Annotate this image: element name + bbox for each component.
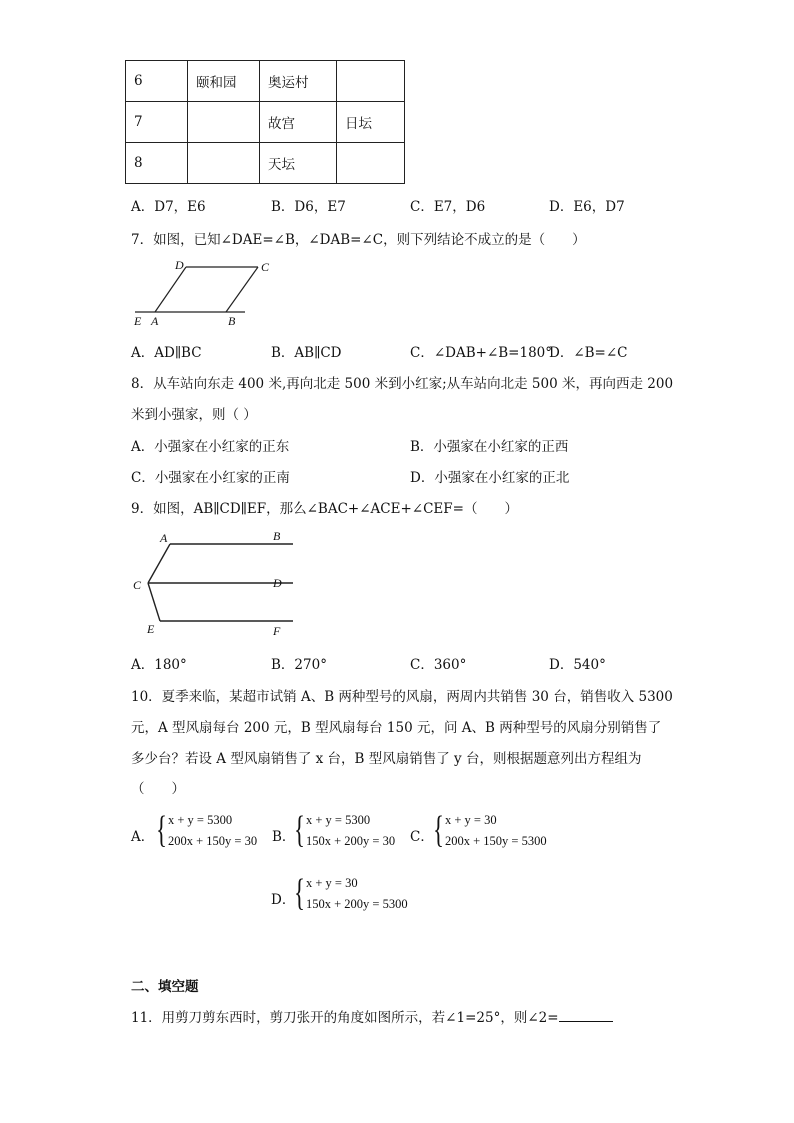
- table-cell: 故宫: [260, 102, 337, 143]
- q10-option-d-label: D．: [271, 892, 296, 908]
- table-row: [126, 143, 405, 184]
- q7-label-c: C: [261, 260, 270, 274]
- table-cell: 6: [126, 61, 188, 102]
- q9-label-a: A: [160, 531, 168, 545]
- q9-label-d: D: [273, 576, 282, 590]
- q7-option-d: D．∠B=∠C: [549, 345, 628, 361]
- answer-blank[interactable]: [559, 1007, 613, 1022]
- q9-label-c: C: [133, 578, 142, 592]
- q10-option-b-eq1: x + y = 5300: [306, 813, 371, 827]
- q9-option-b: B．270°: [271, 657, 327, 673]
- q8-stem-line1: 8．从车站向东走 400 米,再向北走 500 米到小红家;从车站向北走 500 米，再向西走 200: [131, 376, 674, 392]
- table-cell: [337, 143, 405, 184]
- q6-option-a: A．D7，E6: [131, 199, 206, 215]
- table-cell: 8: [126, 143, 188, 184]
- q9-label-b: B: [273, 529, 281, 543]
- q10-option-b-eq2: 150x + 200y = 30: [306, 834, 396, 848]
- q9-label-f: F: [273, 624, 281, 638]
- table-cell: [337, 61, 405, 102]
- q8-option-d: D．小强家在小红家的正北: [410, 470, 570, 486]
- q10-option-b-label: B．: [272, 829, 296, 845]
- table-cell: 天坛: [260, 143, 337, 184]
- q8-option-a: A．小强家在小红家的正东: [131, 439, 290, 455]
- q9-option-c: C．360°: [410, 657, 467, 673]
- q10-stem-line2: 元，A 型风扇每台 200 元，B 型风扇每台 150 元，问 A、B 两种型号的风扇分别销售了: [131, 720, 662, 736]
- q11-stem-text: 11．用剪刀剪东西时，剪刀张开的角度如图所示，若∠1=25°，则∠2=: [131, 1010, 559, 1026]
- location-table: [125, 60, 405, 184]
- table-row: [126, 61, 405, 102]
- q10-stem-line1: 10．夏季来临，某超市试销 A、B 两种型号的风扇，两周内共销售 30 台，销售收入 5300: [131, 689, 673, 705]
- q8-option-b: B．小强家在小红家的正西: [410, 439, 569, 455]
- q8-stem-line2: 米到小强家，则（ ）: [131, 407, 257, 423]
- q7-label-b: B: [228, 314, 236, 328]
- q7-option-c: C．∠DAB+∠B=180°: [410, 345, 553, 361]
- q9-stem: 9．如图，AB∥CD∥EF，那么∠BAC+∠ACE+∠CEF=（ ）: [131, 501, 518, 517]
- section-title: 二、填空题: [131, 979, 199, 995]
- q10-option-c-eq2: 200x + 150y = 5300: [445, 834, 547, 848]
- table-cell: 日坛: [337, 102, 405, 143]
- table-row: [126, 102, 405, 143]
- system-brace: {: [294, 872, 305, 914]
- q10-option-c-eq1: x + y = 30: [445, 813, 497, 827]
- q6-option-b: B．D6，E7: [271, 199, 346, 215]
- system-brace: {: [156, 809, 167, 851]
- q10-option-d-eq2: 150x + 200y = 5300: [306, 897, 408, 911]
- q9-label-e: E: [147, 622, 155, 636]
- q10-option-d-eq1: x + y = 30: [306, 876, 358, 890]
- q7-figure: [130, 255, 280, 330]
- system-brace: {: [294, 809, 305, 851]
- q6-option-c: C．E7，D6: [410, 199, 486, 215]
- q9-option-a: A．180°: [131, 657, 187, 673]
- q10-option-c-label: C．: [410, 829, 434, 845]
- q10-stem-line4: （ ）: [131, 781, 185, 797]
- q7-option-b: B．AB∥CD: [271, 345, 342, 361]
- q7-option-a: A．AD∥BC: [131, 345, 202, 361]
- q9-option-d: D．540°: [549, 657, 606, 673]
- q10-option-a-eq1: x + y = 5300: [168, 813, 233, 827]
- q10-option-a-eq2: 200x + 150y = 30: [168, 834, 258, 848]
- q10-option-a-label: A．: [131, 829, 155, 845]
- q7-label-e: E: [134, 314, 142, 328]
- system-brace: {: [433, 809, 444, 851]
- table-cell: 奥运村: [260, 61, 337, 102]
- q7-stem: 7．如图，已知∠DAE=∠B，∠DAB=∠C，则下列结论不成立的是（ ）: [131, 232, 586, 248]
- table-cell: 颐和园: [188, 61, 260, 102]
- q7-label-a: A: [151, 314, 159, 328]
- q9-figure: [128, 525, 298, 643]
- q11-stem: [131, 1006, 613, 1026]
- table-cell: [188, 143, 260, 184]
- q10-stem-line3: 多少台？若设 A 型风扇销售了 x 台，B 型风扇销售了 y 台，则根据题意列出方程组为: [131, 751, 642, 767]
- table-cell: [188, 102, 260, 143]
- q8-option-c: C．小强家在小红家的正南: [131, 470, 290, 486]
- q7-label-d: D: [175, 258, 184, 272]
- table-cell: 7: [126, 102, 188, 143]
- q6-option-d: D．E6，D7: [549, 199, 625, 215]
